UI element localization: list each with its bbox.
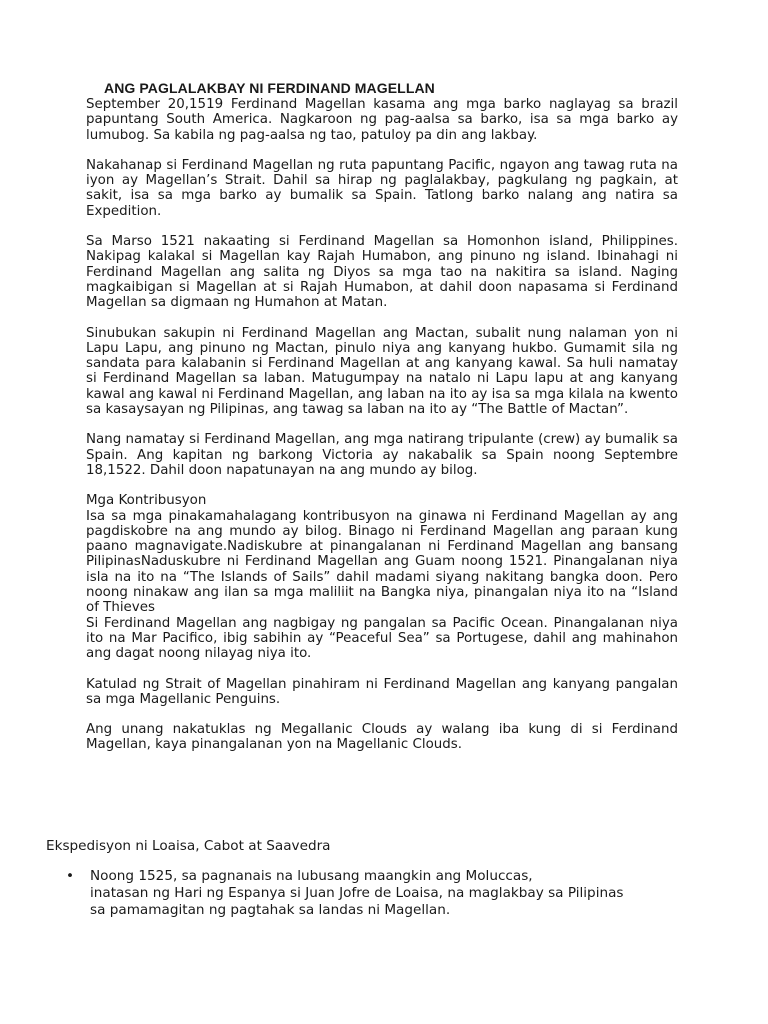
document-title: ANG PAGLALAKBAY NI FERDINAND MAGELLAN	[104, 80, 435, 96]
bullet-line: sa pamamagitan ng pagtahak sa landas ni Magellan.	[90, 902, 451, 918]
paragraph-magellanic-clouds: Ang unang nakatuklas ng Megallanic Clouds ay walang iba kung di si Ferdinand Magellan, kaya pinangalanan yon na Magellanic Clouds.	[86, 722, 678, 753]
bullet-icon: •	[66, 868, 75, 884]
bullet-line: Noong 1525, sa pagnanais na lubusang maangkin ang Moluccas,	[90, 868, 533, 884]
list-item	[66, 868, 686, 919]
bullet-line: inatasan ng Hari ng Espanya si Juan Jofre de Loaisa, na maglakbay sa Pilipinas	[90, 885, 624, 901]
paragraph-battle-of-mactan: Sinubukan sakupin ni Ferdinand Magellan ang Mactan, subalit nung nalaman yon ni Lapu Lapu, ang pinuno ng Mactan, pinulo niya ang kanyang hukbo. Gumamit sila ng sandata para kalabanin si Ferdinand Magellan at ang kanyang kawal. Sa huli namatay si Ferdinand Magellan sa laban. Matugumpay na natalo ni Lapu lapu at ang kanyang kawal ang kawal ni Ferdinand Magellan, ang laban na ito ay isa sa mga kilala na kwento sa kasaysayan ng Pilipinas, ang tawag sa laban na ito ay “The Battle of Mactan”.	[86, 325, 678, 418]
section-title: Ekspedisyon ni Loaisa, Cabot at Saavedra	[46, 838, 331, 854]
paragraph-pacific-ocean: Si Ferdinand Magellan ang nagbigay ng pangalan sa Pacific Ocean. Pinangalanan niya ito na Mar Pacifico, ibig sabihin ay “Peaceful Sea” sa Portugese, dahil ang mahinahon ang dagat noong nilayag niya ito.	[86, 615, 678, 662]
contributions-heading: Mga Kontribusyon	[86, 493, 207, 509]
main-text-block	[86, 97, 678, 753]
paragraph-homonhon: Sa Marso 1521 nakaating si Ferdinand Magellan sa Homonhon island, Philippines. Nakipag kalakal si Magellan kay Rajah Humabon, ang pinuno ng island. Ibinahagi ni Ferdinand Magellan ang salita ng Diyos sa mga tao na nakitira sa island. Naging magkaibigan si Magellan at si Rajah Humabon, at dahil doon napasama si Ferdinand Magellan sa digmaan ng Humahon at Matan.	[86, 234, 678, 311]
bullet-list	[66, 868, 686, 919]
paragraph-return-to-spain: Nang namatay si Ferdinand Magellan, ang mga natirang tripulante (crew) ay bumalik sa Spain. Ang kapitan ng barkong Victoria ay nakabalik sa Spain noong Septembre 18,1522. Dahil doon napatunayan na ang mundo ay bilog.	[86, 432, 678, 478]
paragraph-penguins: Katulad ng Strait of Magellan pinahiram ni Ferdinand Magellan ang kanyang pangalan sa mga Magellanic Penguins.	[86, 676, 678, 707]
paragraph-contributions: Isa sa mga pinakamahalagang kontribusyon na ginawa ni Ferdinand Magellan ay ang pagdiskobre na ang mundo ay bilog. Binago ni Ferdinand Magellan ang paraan kung paano magnavigate.Nadiskubre at pinangalanan ni Ferdinand Magellan ang bansang PilipinasNaduskubre ni Ferdinand Magellan ang Guam noong 1521. Pinangalanan niya isla na ito na “The Islands of Sails” dahil madami siyang nakitang bangka doon. Pero noong ninakaw ang ilan sa mga maliliit na Bangka niya, pinangalan niya ito na “Island of Thieves	[86, 508, 678, 616]
paragraph-magellan-strait: Nakahanap si Ferdinand Magellan ng ruta papuntang Pacific, ngayon ang tawag ruta na iyon ay Magellan’s Strait. Dahil sa hirap ng paglalakbay, pagkulang ng pagkain, at sakit, isa sa mga barko ay bumalik sa Spain. Tatlong barko nalang ang natira sa Expedition.	[86, 157, 678, 219]
paragraph-voyage-start: September 20,1519 Ferdinand Magellan kasama ang mga barko naglayag sa brazil papuntang South America. Nagkaroon ng pag-aalsa sa barko, isa sa mga barko ay lumubog. Sa kabila ng pag-aalsa ng tao, patuloy pa din ang lakbay.	[86, 97, 678, 143]
